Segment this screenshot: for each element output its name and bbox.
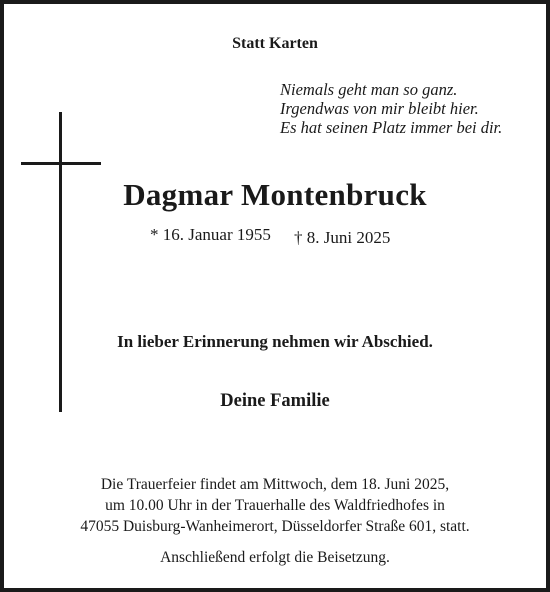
cross-icon-horizontal: [21, 162, 101, 165]
poem-line: Es hat seinen Platz immer bei dir.: [280, 118, 503, 137]
burial-info: Anschließend erfolgt die Beisetzung.: [160, 549, 390, 566]
service-line: um 10.00 Uhr in der Trauerhalle des Waldfriedhofes in: [105, 497, 445, 514]
birth-date: * 16. Januar 1955: [150, 225, 271, 244]
poem-line: Niemals geht man so ganz.: [280, 80, 458, 99]
farewell-text: In lieber Erinnerung nehmen wir Abschied.: [117, 332, 433, 351]
cross-icon-vertical: [59, 112, 62, 412]
poem-line: Irgendwas von mir bleibt hier.: [280, 99, 479, 118]
funeral-service-info: [4, 474, 546, 537]
poem: [280, 80, 502, 137]
family-signature: Deine Familie: [220, 391, 330, 411]
service-line: Die Trauerfeier findet am Mittwoch, dem 18. Juni 2025,: [100, 476, 450, 493]
notice-header: Statt Karten: [232, 35, 318, 52]
service-line: 47055 Duisburg-Wanheimerort, Düsseldorfer Straße 601, statt.: [80, 518, 470, 535]
death-date: † 8. Juni 2025: [294, 228, 391, 247]
deceased-name: Dagmar Montenbruck: [123, 177, 427, 212]
